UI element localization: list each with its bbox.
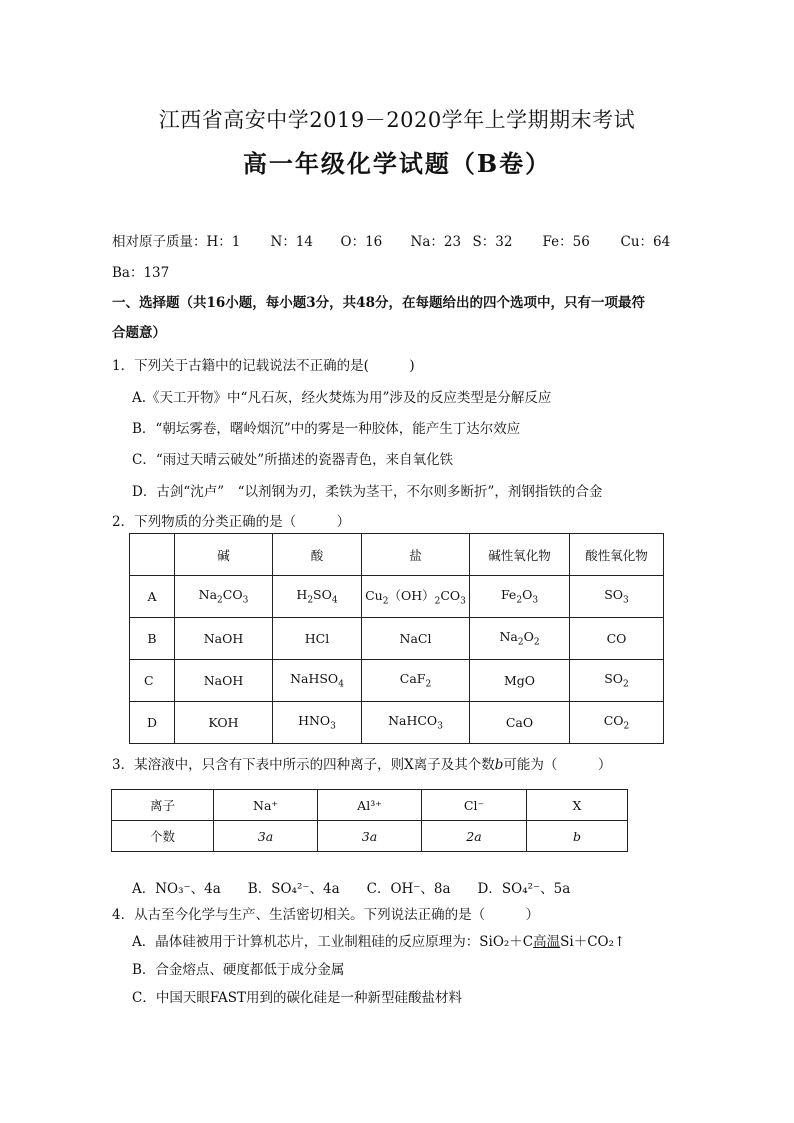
mass-na: Na：23 bbox=[410, 234, 462, 250]
mass-fe: Fe：56 bbox=[542, 234, 590, 250]
ion-cell: Cl⁻ bbox=[422, 790, 527, 821]
mass-cu: Cu：64 bbox=[620, 234, 671, 250]
q3-stem-var: b bbox=[494, 757, 504, 773]
cell-acid: HCl bbox=[273, 618, 362, 660]
row-header-count: 个数 bbox=[112, 821, 214, 852]
cell-basic-oxide: CaO bbox=[470, 702, 570, 744]
count-cell: b bbox=[527, 821, 628, 852]
count-cell: 2a bbox=[422, 821, 527, 852]
q3-ion-table bbox=[111, 789, 628, 852]
atomic-masses bbox=[112, 230, 670, 250]
row-label: B bbox=[130, 618, 175, 660]
formula: CaF bbox=[399, 671, 426, 687]
cell-acidic-oxide: $SO_2$ bbox=[570, 660, 664, 702]
q4-option-a-pre: A．晶体硅被用于计算机芯片，工业制粗硅的反应原理为：SiO₂＋C bbox=[132, 934, 534, 950]
exam-title: 江西省高安中学2019－2020学年上学期期末考试 bbox=[158, 108, 636, 132]
q3-stem-post: 可能为（ ） bbox=[503, 757, 612, 773]
mass-o: O：16 bbox=[340, 234, 383, 250]
q4-option-a bbox=[132, 930, 625, 950]
cell-salt: $Cu_2(OH)_2CO_3$ bbox=[362, 576, 470, 618]
row-label: C bbox=[130, 660, 175, 702]
q1-stem: 1．下列关于古籍中的记载说法不正确的是( ) bbox=[112, 358, 415, 374]
section-heading-line2: 合题意） bbox=[112, 325, 166, 341]
table-header-row bbox=[130, 534, 664, 576]
row-label: A bbox=[130, 576, 175, 618]
formula: SO bbox=[604, 671, 624, 687]
cell-acidic-oxide: CO bbox=[570, 618, 664, 660]
q3-options: A．NO₃⁻、4a B．SO₄²⁻、4a C．OH⁻、8a D．SO₄²⁻、5a bbox=[132, 881, 571, 897]
cell-acid: $H_2SO_4$ bbox=[273, 576, 362, 618]
formula: CO bbox=[603, 713, 624, 729]
formula: HNO bbox=[298, 713, 331, 729]
ion-cell: X bbox=[527, 790, 628, 821]
formula: Cu bbox=[365, 588, 383, 604]
atomic-masses-label: 相对原子质量： bbox=[112, 234, 207, 250]
reaction-condition: 高温 bbox=[533, 934, 561, 950]
table-row bbox=[112, 790, 628, 821]
header-cell-salt: 盐 bbox=[362, 534, 470, 576]
q1-option-b: B．“朝坛雾卷，曙岭烟沉”中的雾是一种胶体，能产生丁达尔效应 bbox=[132, 421, 521, 437]
ion-cell: Al³⁺ bbox=[318, 790, 422, 821]
cell-acid: NaHSO$_4$ bbox=[273, 660, 362, 702]
row-header-ion: 离子 bbox=[112, 790, 214, 821]
header-cell-blank bbox=[130, 534, 175, 576]
mass-n: N：14 bbox=[270, 234, 313, 250]
cell-salt: NaCl bbox=[362, 618, 470, 660]
q4-stem: 4．从古至今化学与生产、生活密切相关。下列说法正确的是（ ） bbox=[112, 907, 540, 923]
cell-salt: CaF$_2$ bbox=[362, 660, 470, 702]
formula: Fe bbox=[500, 587, 517, 603]
ion-cell: Na⁺ bbox=[214, 790, 318, 821]
cell-base: $Na_2CO_3$ bbox=[175, 576, 273, 618]
cell-base: NaOH bbox=[175, 618, 273, 660]
section-heading-line1: 一、选择题（共16小题，每小题3分，共48分，在每题给出的四个选项中，只有一项最符 bbox=[112, 295, 645, 311]
formula: Na bbox=[499, 629, 518, 645]
formula: NaHSO bbox=[290, 671, 339, 687]
table-row bbox=[130, 702, 664, 744]
table-row bbox=[130, 660, 664, 702]
table-row bbox=[130, 576, 664, 618]
formula: Na bbox=[198, 587, 218, 603]
cell-basic-oxide: $Fe_2O_3$ bbox=[470, 576, 570, 618]
q4-option-c: C．中国天眼FAST用到的碳化硅是一种新型硅酸盐材料 bbox=[132, 990, 463, 1006]
formula: SO bbox=[604, 587, 624, 603]
cell-basic-oxide: $Na_2O_2$ bbox=[470, 618, 570, 660]
cell-acidic-oxide: $CO_2$ bbox=[570, 702, 664, 744]
q1-option-a: A.《天工开物》中“凡石灰，经火焚炼为用”涉及的反应类型是分解反应 bbox=[132, 390, 552, 406]
header-cell-basic-oxide: 碱性氧化物 bbox=[470, 534, 570, 576]
q1-option-d: D．古剑“沈卢” “以剂钢为刃，柔铁为茎干，不尔则多断折”，剂钢指铁的合金 bbox=[132, 484, 603, 500]
header-cell-base: 碱 bbox=[175, 534, 273, 576]
mass-ba: Ba：137 bbox=[112, 265, 170, 281]
mass-s: S：32 bbox=[472, 234, 513, 250]
cell-acid: $HNO_3$ bbox=[273, 702, 362, 744]
cell-salt: NaHCO$_3$ bbox=[362, 702, 470, 744]
q2-classification-table bbox=[129, 533, 664, 744]
header-cell-acidic-oxide: 酸性氧化物 bbox=[570, 534, 664, 576]
exam-subtitle: 高一年级化学试题（B卷） bbox=[242, 149, 552, 178]
q4-option-b: B．合金熔点、硬度都低于成分金属 bbox=[132, 962, 345, 978]
q3-stem-pre: 3．某溶液中，只含有下表中所示的四种离子，则X离子及其个数 bbox=[112, 757, 495, 773]
formula: H bbox=[296, 587, 308, 603]
mass-h: H：1 bbox=[206, 234, 241, 250]
header-cell-acid: 酸 bbox=[273, 534, 362, 576]
cell-acidic-oxide: $SO_3$ bbox=[570, 576, 664, 618]
formula: NaHCO bbox=[388, 713, 438, 729]
count-cell: 3a bbox=[318, 821, 422, 852]
q1-option-c: C．“雨过天晴云破处”所描述的瓷器青色，来自氧化铁 bbox=[132, 452, 454, 468]
q3-stem bbox=[112, 753, 611, 773]
q4-option-a-post: Si＋CO₂↑ bbox=[560, 934, 626, 950]
table-row bbox=[130, 618, 664, 660]
row-label: D bbox=[130, 702, 175, 744]
cell-base: KOH bbox=[175, 702, 273, 744]
cell-base: NaOH bbox=[175, 660, 273, 702]
table-row bbox=[112, 821, 628, 852]
q2-stem: 2．下列物质的分类正确的是（ ） bbox=[112, 514, 351, 530]
cell-basic-oxide: MgO bbox=[470, 660, 570, 702]
count-cell: 3a bbox=[214, 821, 318, 852]
